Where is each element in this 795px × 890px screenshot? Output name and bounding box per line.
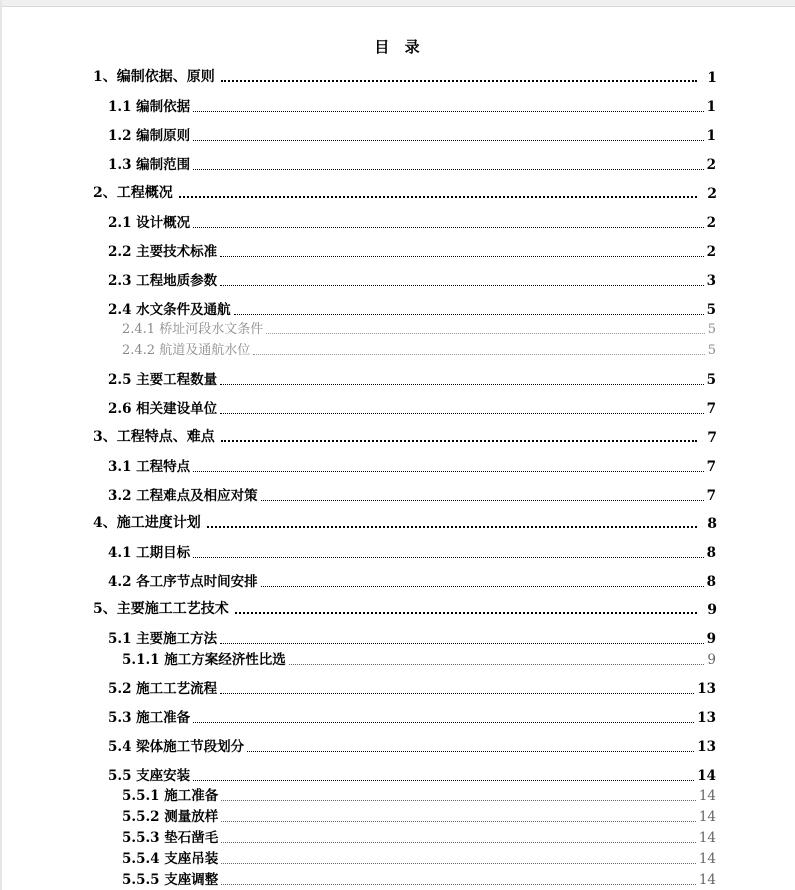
toc-entry[interactable]: [108, 541, 716, 561]
toc-entry-page: 1: [706, 128, 716, 144]
toc-entry[interactable]: [93, 512, 717, 532]
dot-leader: [179, 196, 698, 198]
dot-leader: [261, 500, 704, 501]
toc-entry[interactable]: [108, 397, 716, 417]
dot-leader: [193, 471, 703, 472]
dot-leader: [193, 169, 703, 170]
toc-entry[interactable]: [108, 735, 716, 755]
toc-entry[interactable]: [108, 570, 716, 590]
toc-entry-label: 5.5.2 测量放样: [122, 809, 219, 825]
toc-entry[interactable]: [108, 627, 716, 647]
toc-entry[interactable]: [122, 868, 716, 888]
dot-leader: [193, 722, 694, 723]
toc-entry-label: 5.5.1 施工准备: [122, 788, 219, 804]
dot-leader: [235, 612, 698, 614]
toc-entry[interactable]: [93, 426, 717, 446]
toc-entry-page: 7: [707, 430, 717, 446]
toc-entry-label: 5.5.5 支座调整: [122, 872, 219, 888]
toc-entry[interactable]: [108, 298, 716, 318]
toc-entry-page: 5: [706, 302, 716, 318]
dot-leader: [221, 821, 696, 822]
toc-entry[interactable]: [108, 706, 716, 726]
toc-entry-page: 7: [706, 459, 716, 475]
toc-entry-page: 8: [706, 574, 716, 590]
toc-entry-page: 2: [706, 215, 716, 231]
toc-entry[interactable]: [93, 66, 717, 86]
dot-leader: [221, 80, 698, 82]
toc-entry-page: 13: [697, 681, 716, 697]
toc-entry[interactable]: [93, 182, 717, 202]
dot-leader: [253, 354, 705, 355]
toc-entry-label: 2.5 主要工程数量: [108, 372, 218, 388]
toc-entry-page: 2: [707, 186, 717, 202]
toc-entry[interactable]: [122, 339, 716, 358]
dot-leader: [220, 285, 703, 286]
toc-entry[interactable]: [108, 211, 716, 231]
toc-entry-label: 2.2 主要技术标准: [108, 244, 218, 260]
toc-entry[interactable]: [122, 784, 716, 804]
dot-leader: [221, 884, 696, 885]
toc-entry-page: 14: [698, 830, 716, 846]
toc-entry-label: 2.4 水文条件及通航: [108, 302, 231, 318]
toc-title: 目 录: [374, 38, 421, 56]
toc-entry[interactable]: [122, 805, 716, 825]
toc-entry[interactable]: [93, 598, 717, 618]
dot-leader: [220, 256, 703, 257]
toc-entry-page: 8: [706, 545, 716, 561]
toc-entry[interactable]: [108, 368, 716, 388]
toc-entry-label: 3.2 工程难点及相应对策: [108, 488, 258, 504]
toc-entry-label: 1.2 编制原则: [108, 128, 191, 144]
dot-leader: [221, 440, 698, 442]
toc-entry-page: 1: [706, 99, 716, 115]
dot-leader: [221, 863, 696, 864]
dot-leader: [193, 780, 694, 781]
toc-entry[interactable]: [108, 153, 716, 173]
toc-entry-page: 14: [697, 768, 716, 784]
dot-leader: [221, 800, 696, 801]
dot-leader: [193, 140, 703, 141]
dot-leader: [220, 413, 703, 414]
dot-leader: [247, 751, 694, 752]
dot-leader: [266, 333, 705, 334]
toc-entry[interactable]: [122, 318, 716, 337]
dot-leader: [220, 693, 694, 694]
dot-leader: [220, 643, 703, 644]
dot-leader: [220, 384, 703, 385]
toc-entry-label: 2.3 工程地质参数: [108, 273, 218, 289]
toc-entry-label: 1、编制依据、原则: [93, 69, 215, 85]
toc-entry-label: 3.1 工程特点: [108, 459, 191, 475]
dot-leader: [193, 557, 703, 558]
toc-entry-label: 5.5.3 垫石凿毛: [122, 830, 219, 846]
toc-entry-page: 5: [706, 372, 716, 388]
toc-entry[interactable]: [122, 826, 716, 846]
toc-entry-label: 2.6 相关建设单位: [108, 401, 218, 417]
toc-entry-label: 5、主要施工工艺技术: [93, 601, 229, 617]
toc-entry-label: 4.1 工期目标: [108, 545, 191, 561]
toc-entry[interactable]: [108, 764, 716, 784]
toc-entry-label: 3、工程特点、难点: [93, 429, 215, 445]
toc-entry-label: 2.4.1 桥址河段水文条件: [122, 322, 264, 337]
toc-entry-page: 14: [698, 809, 716, 825]
toc-entry-label: 2、工程概况: [93, 185, 173, 201]
toc-entry-page: 7: [706, 488, 716, 504]
toc-entry-page: 5: [707, 322, 716, 337]
toc-entry-label: 5.5.4 支座吊装: [122, 851, 219, 867]
dot-leader: [261, 586, 704, 587]
toc-entry-page: 8: [707, 516, 717, 532]
toc-entry[interactable]: [108, 269, 716, 289]
toc-entry[interactable]: [122, 648, 716, 668]
toc-entry-label: 5.1.1 施工方案经济性比选: [122, 652, 286, 668]
toc-entry-label: 4、施工进度计划: [93, 515, 201, 531]
toc-entry-page: 2: [706, 157, 716, 173]
toc-entry-page: 3: [706, 273, 716, 289]
toc-entry-page: 7: [706, 401, 716, 417]
toc-entry[interactable]: [108, 240, 716, 260]
toc-entry-label: 1.1 编制依据: [108, 99, 191, 115]
toc-entry[interactable]: [108, 455, 716, 475]
toc-entry-label: 2.4.2 航道及通航水位: [122, 343, 251, 358]
dot-leader: [289, 664, 705, 665]
toc-entry[interactable]: [108, 677, 716, 697]
toc-entry[interactable]: [108, 124, 716, 144]
toc-entry-page: 9: [707, 602, 717, 618]
dot-leader: [193, 111, 703, 112]
toc-entry-page: 5: [707, 343, 716, 358]
dot-leader: [221, 842, 696, 843]
toc-entry-page: 13: [697, 710, 716, 726]
toc-entry-page: 9: [707, 652, 716, 668]
toc-entry-page: 14: [698, 872, 716, 888]
toc-entry-label: 5.1 主要施工方法: [108, 631, 218, 647]
toc-entry-label: 4.2 各工序节点时间安排: [108, 574, 258, 590]
toc-entry[interactable]: [108, 484, 716, 504]
toc-entry[interactable]: [122, 847, 716, 867]
toc-entry-page: 13: [697, 739, 716, 755]
toc-entry-label: 5.5 支座安装: [108, 768, 191, 784]
toc-entry-page: 2: [706, 244, 716, 260]
toc-entry-label: 2.1 设计概况: [108, 215, 191, 231]
toc-entry-page: 9: [706, 631, 716, 647]
toc-entry[interactable]: [108, 95, 716, 115]
dot-leader: [207, 526, 698, 528]
dot-leader: [193, 227, 703, 228]
toc-entry-label: 5.4 梁体施工节段划分: [108, 739, 245, 755]
toc-entry-label: 1.3 编制范围: [108, 157, 191, 173]
toc-entry-page: 14: [698, 788, 716, 804]
toc-entry-label: 5.2 施工工艺流程: [108, 681, 218, 697]
toc-entry-page: 1: [707, 70, 717, 86]
dot-leader: [234, 314, 704, 315]
toc-entry-label: 5.3 施工准备: [108, 710, 191, 726]
toc-entry-page: 14: [698, 851, 716, 867]
